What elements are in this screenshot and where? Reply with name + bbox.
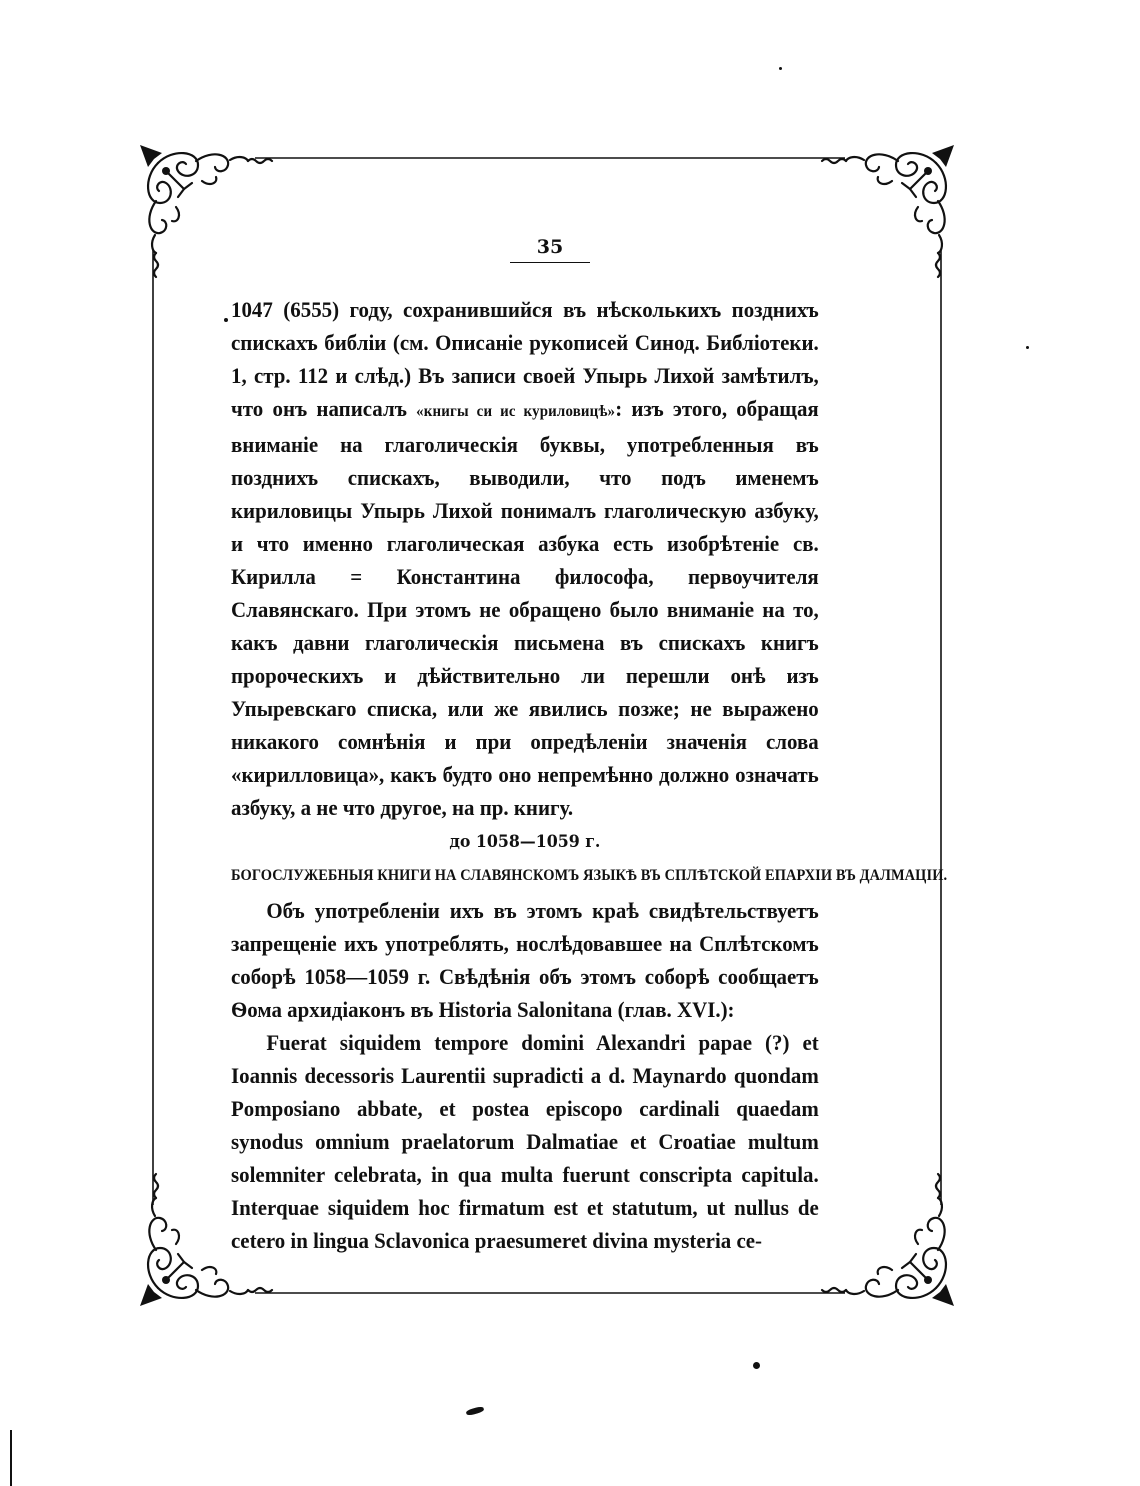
scan-speck <box>10 1430 12 1486</box>
intro-quote: «книгы си ис куриловицѣ» <box>416 403 616 420</box>
section-date: до 1058—1059 г. <box>449 832 601 852</box>
main-text <box>231 293 948 1257</box>
latin-quote: Fuerat siquidem tempore domini Alexandri papae (?) et Ioannis decessoris Laurentii supradicti a d. Maynardo quondam Pomposiano abbate, et postea episcopo cardinali quaedam synodus omnium praelatorum Dalmatiae et Croatiae multum solemniter celebrata, in qua multa fuerunt conscripta capitula. Interquae siquidem hoc firmatum est et statutum, ut nullus de cetero in lingua Sclavonica praesumeret divina mysteria ce- <box>231 1030 819 1253</box>
scan-speck <box>1026 346 1029 349</box>
section-title: БОГОСЛУЖЕБНЫЯ КНИГИ НА СЛАВЯНСКОМЪ ЯЗЫКѢ ВЪ СПЛѢТСКОЙ ЕПАРХІИ ВЪ ДАЛМАЦІИ. <box>231 867 948 884</box>
intro-text: 1047 (6555) году, сохранившийся въ нѣсколькихъ позднихъ спискахъ библіи (см. Описаніе рукописей Синод. Библіотеки. 1, стр. 112 и слѣд.) Въ записи своей Упырь Лихой замѣтилъ, что онъ написалъ <box>231 297 819 421</box>
section-body: Объ употребленіи ихъ въ этомъ краѣ свидѣтельствуетъ запрещеніе ихъ употреблять, нослѣдовавшее на Сплѣтскомъ соборѣ 1058—1059 г. Свѣдѣнія объ этомъ соборѣ сообщаетъ Ѳома архидіаконъ въ Historia Salonitana (глав. XVI.): <box>231 898 819 1022</box>
page-number-rule <box>510 262 590 263</box>
scan-speck <box>224 318 228 322</box>
paragraph-intro <box>231 293 819 824</box>
page-number: 35 <box>536 236 564 258</box>
intro-rest: : изъ этого, обращая вниманіе на глаголическія буквы, употребленныя въ позднихъ спискахъ, выводили, что подъ именемъ кириловицы Упырь Лихой понималъ глаголическую азбуку, и что именно глаголическая азбука есть изобрѣтеніе св. Кирилла = Константина философа, первоучителя Славянскаго. При этомъ не обращено было вниманіе на то, какъ давни глаголическія письмена въ спискахъ книгъ пророческихъ и дѣйствительно ли перешли онѣ изъ Упыревскаго списка, или же явились позже; не выражено никакого сомнѣнія и при опредѣленіи значенія слова «кирилловица», какъ будто оно непремѣнно должно означать азбуку, а не что другое, на пр. книгу. <box>231 396 819 820</box>
scan-speck <box>753 1362 760 1369</box>
scan-speck <box>779 67 782 70</box>
